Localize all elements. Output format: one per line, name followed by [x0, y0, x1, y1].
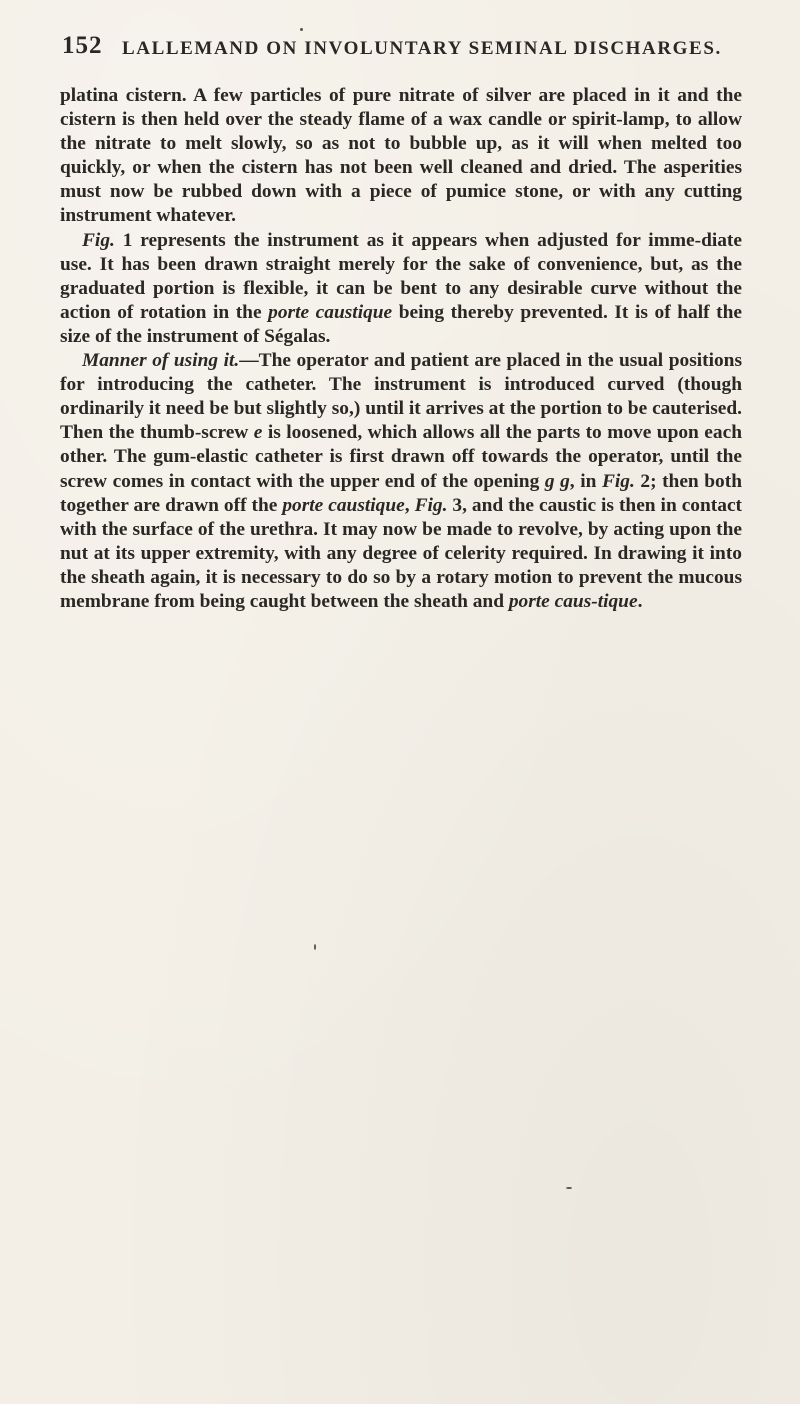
text-run: 1 represents the instrument as it appears when adjusted for imme-diate use. It has been drawn straight merely for the sake of convenience, but, as the graduated portion is flexible, it can be bent to any desirable curve without the action of rotation in the [60, 229, 742, 323]
italic-text-run: e [253, 422, 263, 444]
page-header [62, 30, 762, 70]
running-head: LALLEMAND ON INVOLUNTARY SEMINAL DISCHARGES. [122, 38, 722, 59]
paragraph [60, 229, 742, 349]
italic-text-run: Manner of using it. [82, 350, 240, 372]
text-run: , in [569, 470, 602, 492]
ink-speck [314, 944, 316, 950]
text-run: 2; then both together are drawn off the [60, 470, 742, 516]
paragraph [60, 84, 742, 229]
text-run: is loosened, which allows all the parts to move upon each other. The gum-elastic catheter is first drawn off towards the operator, until the screw comes in contact with the upper end of the opening [60, 422, 742, 492]
text-run: , [404, 494, 415, 516]
page-number: 152 [62, 32, 103, 59]
ink-speck [566, 1187, 572, 1189]
body-text [60, 84, 742, 614]
italic-text-run: Fig. [82, 229, 115, 251]
italic-text-run: porte caustique [282, 494, 405, 516]
text-run: being thereby prevented. It is of half the size of the instrument of Ségalas. [60, 301, 742, 347]
italic-text-run: Fig. [414, 494, 448, 516]
italic-text-run: porte caustique [268, 301, 393, 323]
italic-text-run: porte caus-tique [508, 590, 638, 612]
paragraph [60, 349, 742, 614]
text-run: —The operator and patient are placed in the usual positions for introducing the catheter. The instrument is introduced curved (though ordinarily it need be but slightly so,) until it arrives at the portion to be cauterised. Then the thumb-screw [60, 350, 742, 444]
italic-text-run: Fig. [601, 470, 635, 492]
text-run: 3, and the caustic is then in contact with the surface of the urethra. It may now be made to revolve, by acting upon the nut at its upper extremity, with any degree of celerity required. In drawing it into the sheath again, it is necessary to do so by a rotary motion to prevent the mucous membrane from being caught between the sheath and [60, 494, 743, 612]
text-run: . [637, 590, 643, 612]
italic-text-run: g g [544, 470, 570, 492]
text-run: platina cistern. A few particles of pure nitrate of silver are placed in it and the cistern is then held over the steady flame of a wax candle or spirit-lamp, to allow the nitrate to melt slowly, so as not to bubble up, as it will when melted too quickly, or when the cistern has not been well cleaned and dried. The asperities must now be rubbed down with a piece of pumice stone, or with any cutting instrument whatever. [60, 85, 742, 227]
ink-speck [300, 28, 303, 31]
